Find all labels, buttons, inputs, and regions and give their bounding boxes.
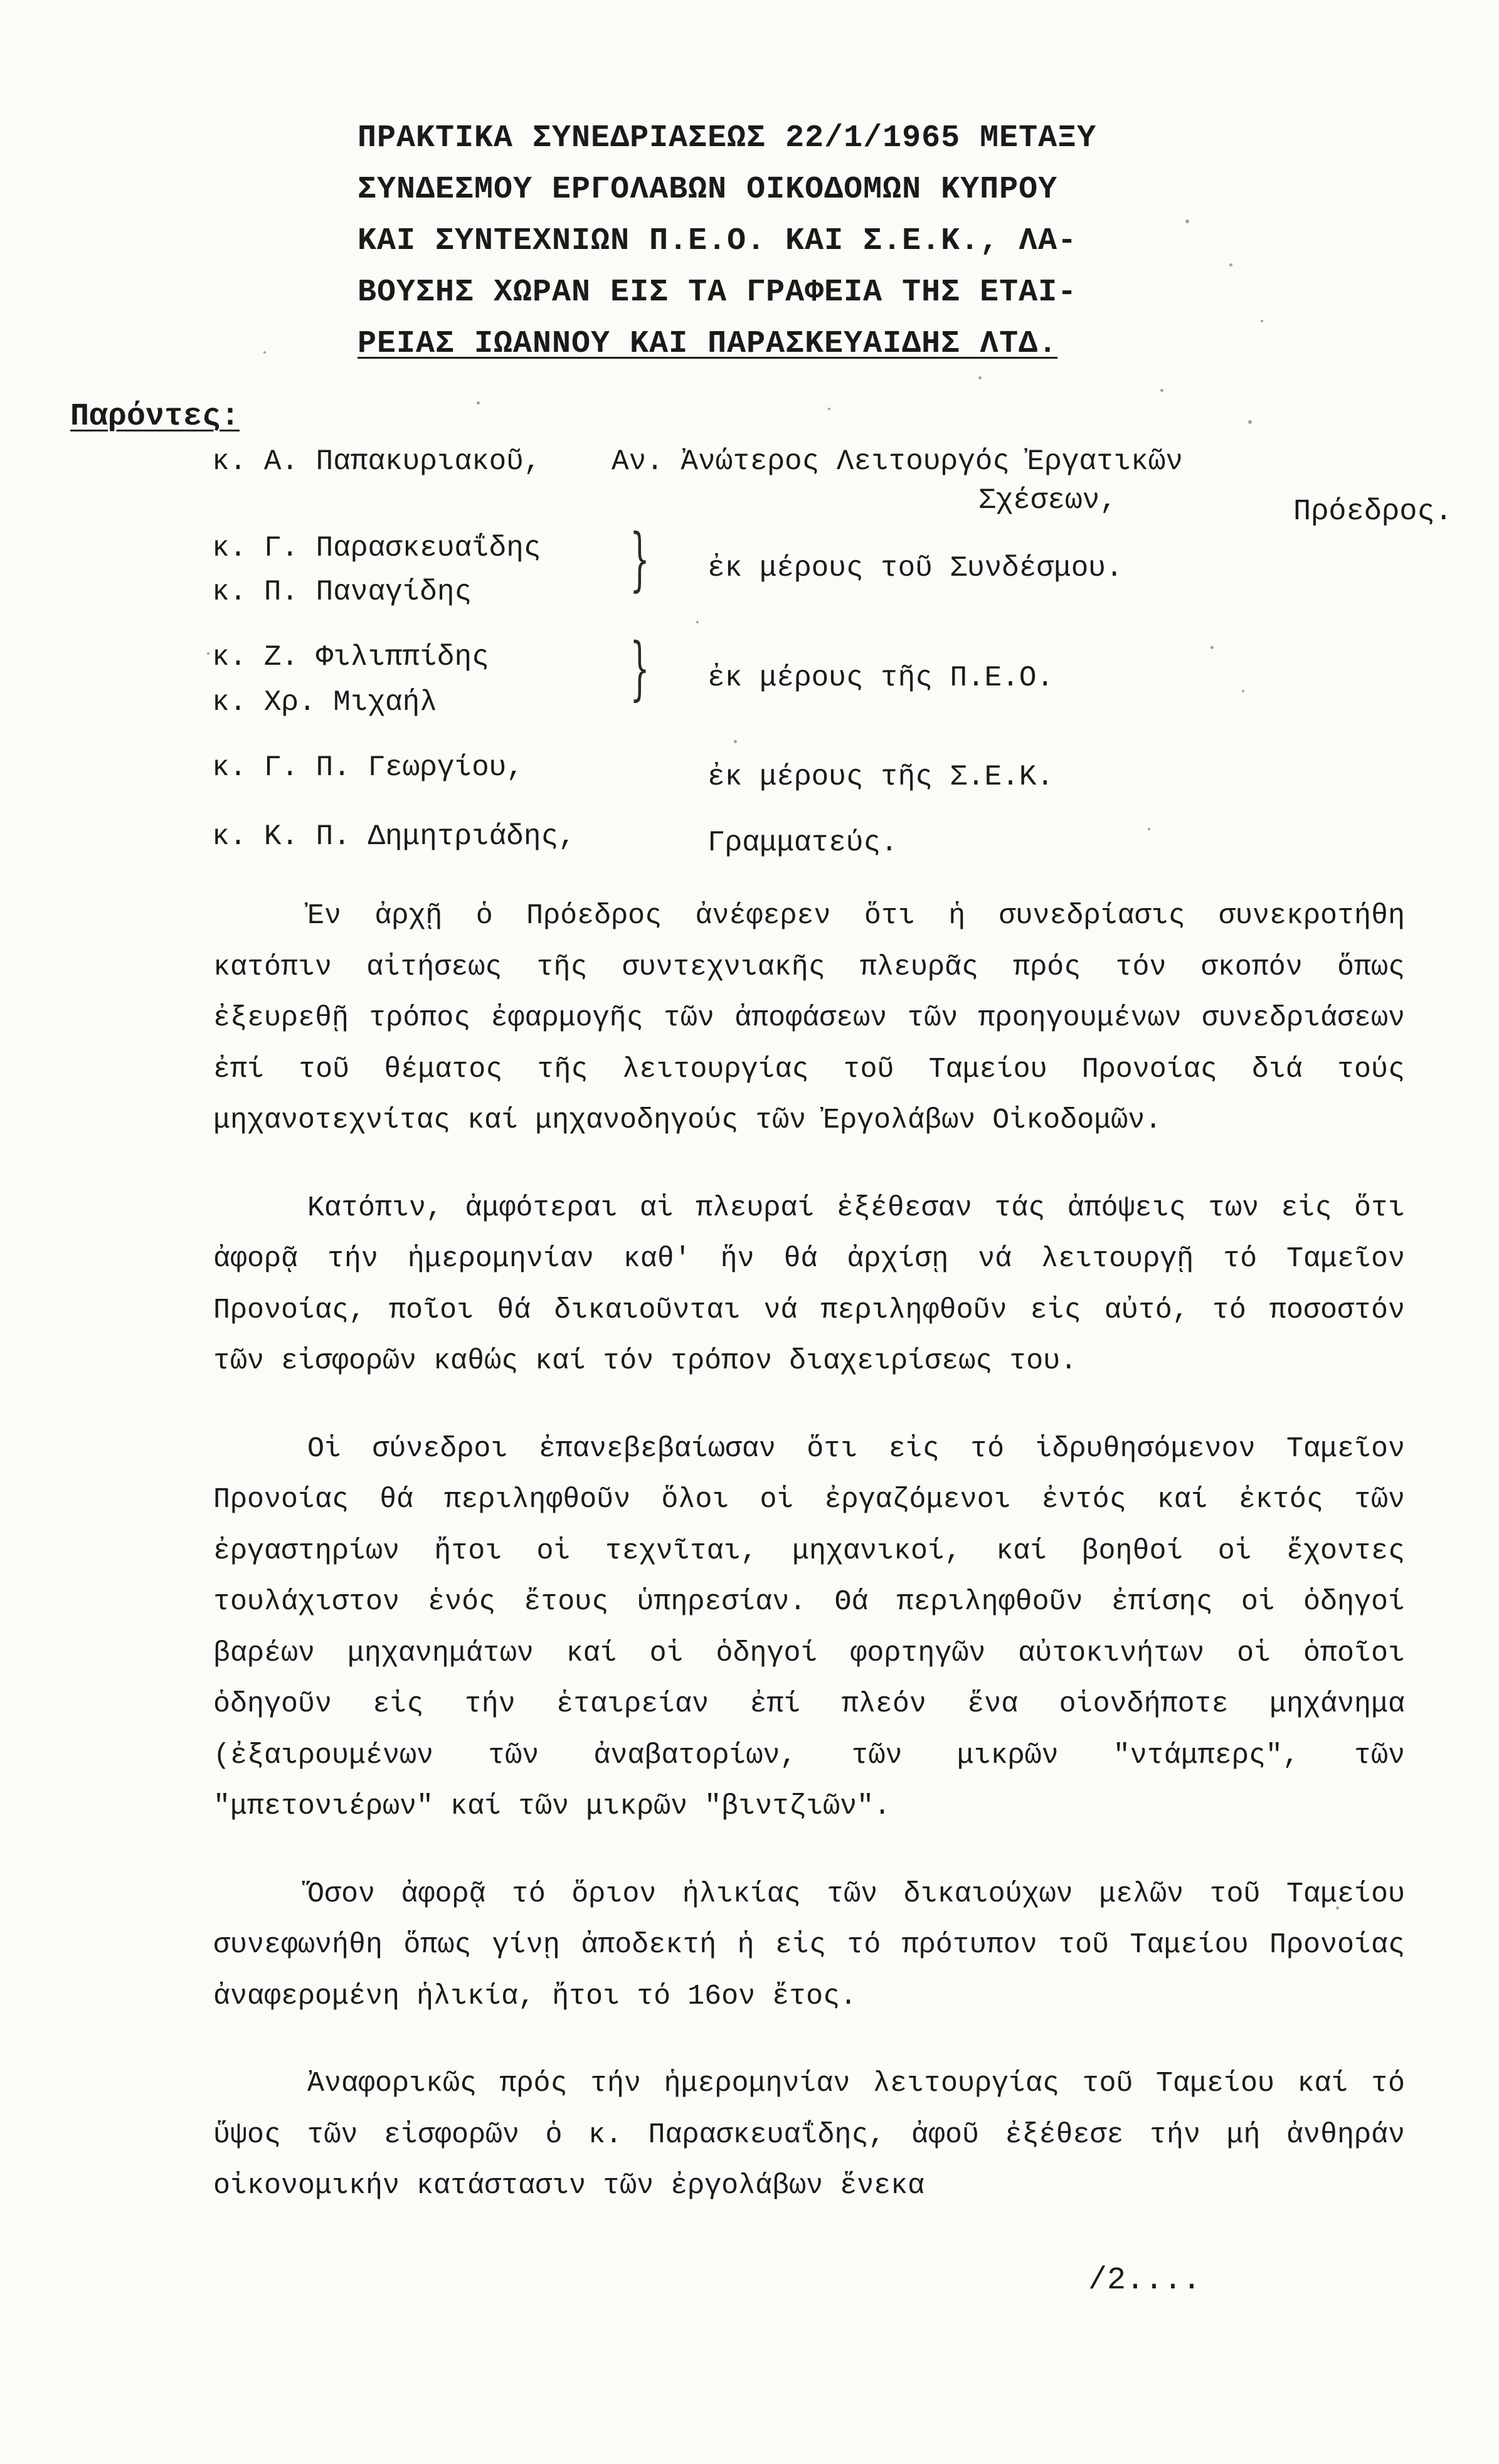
title-line: ΠΡΑΚΤΙΚΑ ΣΥΝΕΔΡΙΑΣΕΩΣ 22/1/1965 ΜΕΤΑΞΥ bbox=[358, 120, 1097, 156]
group-role: ἐκ μέρους τῆς Π.Ε.Ο. bbox=[707, 662, 1054, 694]
paragraph: Οἱ σύνεδροι ἐπανεβεβαίωσαν ὅτι εἰς τό ἱδρυθησόμενον Ταμεῖον Προνοίας θά περιληφθοῦν ὅλοι οἱ ἐργαζόμενοι ἐντός καί ἐκτός τῶν ἐργαστηρίων ἤτοι οἱ τεχνῖται, μηχανικοί, καί βοηθοί οἱ ἔχοντες τουλάχιστον ἑνός ἔτους ὑπηρεσίαν. Θά περιληφθοῦν ἐπίσης οἱ ὁδηγοί βαρέων μηχανημάτων καί οἱ ὁδηγοί φορτηγῶν αὐτοκινήτων οἱ ὁποῖοι ὁδηγοῦν εἰς τήν ἑταιρείαν ἐπί πλεόν ἕνα οἱονδήποτε μηχάνημα (ἐξαιρουμένων τῶν ἀναβατορίων, τῶν μικρῶν "ντάμπερς", τῶν "μπετονιέρων" καί τῶν μικρῶν "βιντζιῶν". bbox=[213, 1432, 1405, 1822]
attendee-name: κ. Κ. Π. Δημητριάδης, bbox=[212, 820, 576, 853]
attendee-role: Σχέσεων, bbox=[978, 484, 1117, 517]
attendee-name: κ. Π. Παναγίδης bbox=[212, 576, 472, 608]
paragraph: Ἐν ἀρχῇ ὁ Πρόεδρος ἀνέφερεν ὅτι ἡ συνεδρίασις συνεκροτήθη κατόπιν αἰτήσεως τῆς συντεχνιακῆς πλευρᾶς πρός τόν σκοπόν ὅπως ἐξευρεθῇ τρόπος ἐφαρμογῆς τῶν ἀποφάσεων τῶν προηγουμένων συνεδριάσεων ἐπί τοῦ θέματος τῆς λειτουργίας τοῦ Ταμείου Προνοίας διά τούς μηχανοτεχνίτας καί μηχανοδηγούς τῶν Ἐργολάβων Οἰκοδομῶν. bbox=[213, 900, 1405, 1136]
title-line: ΣΥΝΔΕΣΜΟΥ ΕΡΓΟΛΑΒΩΝ ΟΙΚΟΔΟΜΩΝ ΚΥΠΡΟΥ bbox=[358, 172, 1058, 208]
minutes-body bbox=[213, 891, 1405, 2212]
attendee-title: Πρόεδρος. bbox=[1293, 495, 1453, 529]
attendee-name: κ. Γ. Παρασκευαΐδης bbox=[212, 532, 541, 564]
brace-glyph: } bbox=[630, 628, 650, 708]
attendee-role: Αν. Ἀνώτερος Λειτουργός Ἐργατικῶν bbox=[612, 445, 1183, 478]
page-continuation-marker: /2.... bbox=[1088, 2263, 1202, 2298]
attendee-name: κ. Γ. Π. Γεωργίου, bbox=[212, 751, 524, 784]
attendee-name: κ. Α. Παπακυριακοῦ, bbox=[212, 445, 541, 478]
group-role: ἐκ μέρους τοῦ Συνδέσμου. bbox=[707, 552, 1123, 584]
title-line: ΡΕΙΑΣ ΙΩΑΝΝΟΥ ΚΑΙ ΠΑΡΑΣΚΕΥΑΙΔΗΣ ΛΤΔ. bbox=[358, 326, 1058, 362]
brace-glyph: } bbox=[630, 519, 650, 599]
attendee-name: κ. Χρ. Μιχαήλ bbox=[212, 686, 437, 719]
attendee-role: ἐκ μέρους τῆς Σ.Ε.Κ. bbox=[707, 761, 1054, 793]
paragraph: Ὅσον ἀφορᾷ τό ὅριον ἡλικίας τῶν δικαιούχων μελῶν τοῦ Ταμείου συνεφωνήθη ὅπως γίνῃ ἀποδεκτή ἡ εἰς τό πρότυπον τοῦ Ταμείου Προνοίας ἀναφερομένη ἡλικία, ἤτοι τό 16ον ἔτος. bbox=[213, 1878, 1405, 2012]
attendees-heading: Παρόντες: bbox=[70, 399, 240, 435]
paragraph: Κατόπιν, ἀμφότεραι αἱ πλευραί ἐξέθεσαν τάς ἀπόψεις των εἰς ὅτι ἀφορᾷ τήν ἡμερομηνίαν καθ' ἥν θά ἀρχίσῃ νά λειτουργῇ τό Ταμεῖον Προνοίας, ποῖοι θά δικαιοῦνται νά περιληφθοῦν εἰς αὐτό, τό ποσοστόν τῶν εἰσφορῶν καθώς καί τόν τρόπον διαχειρίσεως του. bbox=[213, 1192, 1405, 1377]
title-line: ΒΟΥΣΗΣ ΧΩΡΑΝ ΕΙΣ ΤΑ ΓΡΑΦΕΙΑ ΤΗΣ ΕΤΑΙ- bbox=[358, 275, 1078, 310]
title-line: ΚΑΙ ΣΥΝΤΕΧΝΙΩΝ Π.Ε.Ο. ΚΑΙ Σ.Ε.Κ., ΛΑ- bbox=[358, 223, 1078, 259]
attendee-role: Γραμματεύς. bbox=[707, 827, 898, 859]
paragraph: Ἀναφορικῶς πρός τήν ἡμερομηνίαν λειτουργίας τοῦ Ταμείου καί τό ὕψος τῶν εἰσφορῶν ὁ κ. Παρασκευαΐδης, ἀφοῦ ἐξέθεσε τήν μή ἀνθηράν οἰκονομικήν κατάστασιν τῶν ἐργολάβων ἕνεκα bbox=[213, 2068, 1405, 2202]
document-title bbox=[358, 113, 1116, 370]
attendee-name: κ. Ζ. Φιλιππίδης bbox=[212, 641, 489, 674]
